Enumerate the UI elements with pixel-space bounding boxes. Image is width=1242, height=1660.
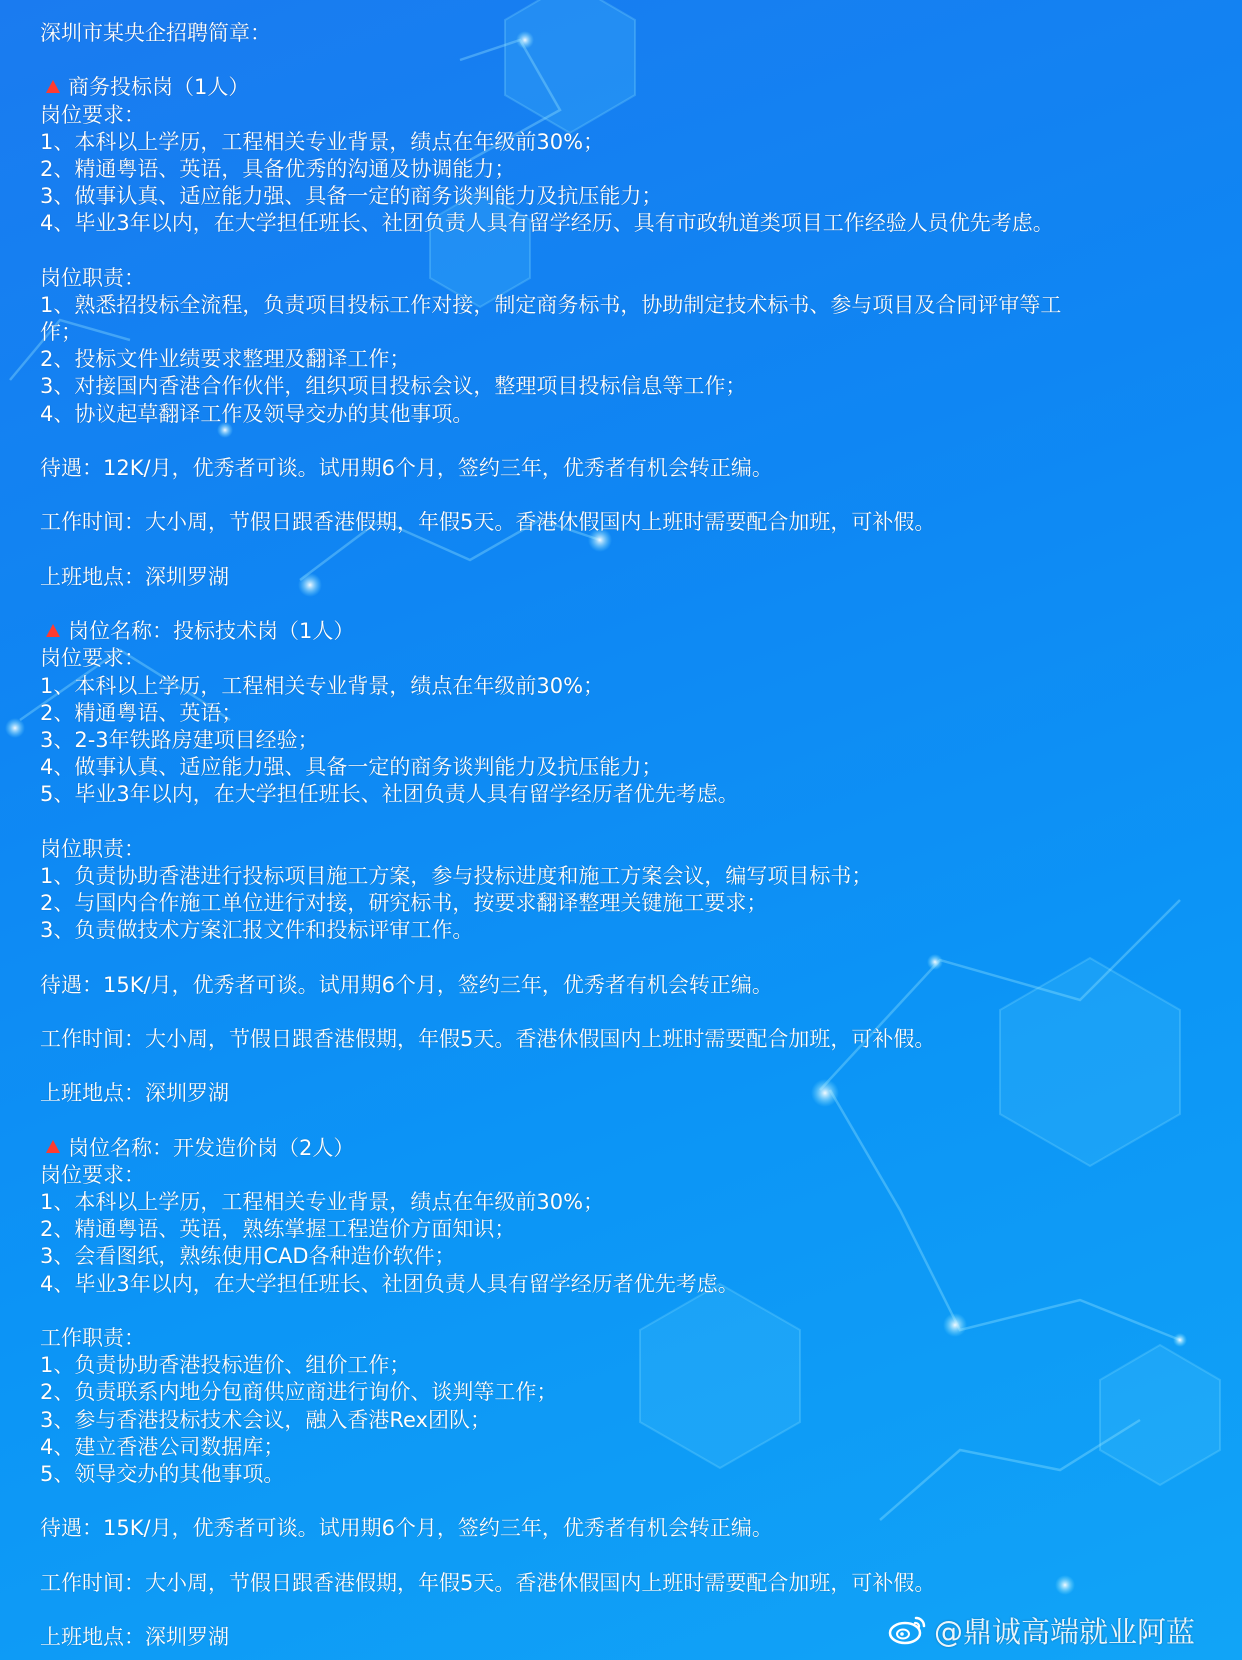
location-text: 上班地点：深圳罗湖 [40, 1625, 229, 1650]
list-item: 3、参与香港投标技术会议，融入香港Rex团队； [40, 1407, 491, 1432]
duties-label: 岗位职责： [40, 265, 145, 290]
hours-text: 工作时间：大小周，节假日跟香港假期，年假5天。香港休假国内上班时需要配合加班，可补假。 [40, 1570, 936, 1595]
list-item: 2、精通粤语、英语，具备优秀的沟通及协调能力； [40, 156, 516, 181]
weibo-watermark [888, 1612, 1195, 1648]
list-item: 2、负责联系内地分包商供应商进行询价、谈判等工作； [40, 1380, 558, 1405]
job-section [40, 618, 1230, 1135]
page-title: 深圳市某央企招聘简章： [40, 21, 271, 45]
location-text: 上班地点：深圳罗湖 [40, 564, 229, 589]
list-item: 5、毕业3年以内，在大学担任班长、社团负责人具有留学经历者优先考虑。 [40, 782, 739, 807]
duties-label: 岗位职责： [40, 836, 145, 861]
duties-label: 工作职责： [40, 1326, 145, 1350]
list-item: 3、做事认真、适应能力强、具备一定的商务谈判能力及抗压能力； [40, 184, 663, 209]
salary-text: 待遇：15K/月，优秀者可谈。试用期6个月，签约三年，优秀者有机会转正编。 [40, 1516, 773, 1541]
requirements-label: 岗位要求： [40, 102, 145, 127]
list-item: 作； [40, 320, 82, 345]
weibo-icon [888, 1614, 928, 1646]
job-heading: 岗位名称：开发造价岗（2人） [40, 1135, 1230, 1162]
requirements-label: 岗位要求： [40, 646, 145, 671]
hours-text: 工作时间：大小周，节假日跟香港假期，年假5天。香港休假国内上班时需要配合加班，可补假。 [40, 1026, 936, 1051]
list-item: 2、精通粤语、英语； [40, 700, 243, 725]
job-heading: 商务投标岗（1人） [40, 74, 1230, 101]
list-item: 1、负责协助香港投标造价、组价工作； [40, 1353, 411, 1378]
list-item: 1、负责协助香港进行投标项目施工方案，参与投标进度和施工方案会议，编写项目标书； [40, 863, 873, 888]
list-item: 4、毕业3年以内，在大学担任班长、社团负责人具有留学经历者优先考虑。 [40, 1271, 739, 1296]
list-item: 3、会看图纸，熟练使用CAD各种造价软件； [40, 1244, 456, 1269]
job-section [40, 74, 1230, 618]
red-triangle-icon [46, 624, 60, 637]
list-item: 1、本科以上学历，工程相关专业背景，绩点在年级前30%； [40, 673, 605, 698]
red-triangle-icon [46, 80, 60, 93]
job-heading: 岗位名称：投标技术岗（1人） [40, 618, 1230, 645]
watermark-text: @鼎诚高端就业阿蓝 [934, 1614, 1196, 1649]
list-item: 1、熟悉招投标全流程，负责项目投标工作对接，制定商务标书，协助制定技术标书、参与项目及合同评审等工 [40, 292, 1062, 317]
list-item: 4、做事认真、适应能力强、具备一定的商务谈判能力及抗压能力； [40, 755, 663, 780]
list-item: 1、本科以上学历，工程相关专业背景，绩点在年级前30%； [40, 129, 605, 154]
poster-text [40, 20, 1230, 1651]
requirements-label: 岗位要求： [40, 1162, 145, 1187]
job-section [40, 1135, 1230, 1652]
list-item: 2、与国内合作施工单位进行对接，研究标书，按要求翻译整理关键施工要求； [40, 891, 768, 915]
list-item: 4、建立香港公司数据库； [40, 1434, 285, 1459]
list-item: 2、投标文件业绩要求整理及翻译工作； [40, 347, 411, 372]
list-item: 3、负责做技术方案汇报文件和投标评审工作。 [40, 918, 474, 943]
list-item: 2、精通粤语、英语，熟练掌握工程造价方面知识； [40, 1217, 516, 1242]
list-item: 3、对接国内香港合作伙伴，组织项目投标会议，整理项目投标信息等工作； [40, 374, 747, 399]
salary-text: 待遇：15K/月，优秀者可谈。试用期6个月，签约三年，优秀者有机会转正编。 [40, 972, 773, 997]
list-item: 1、本科以上学历，工程相关专业背景，绩点在年级前30%； [40, 1190, 605, 1215]
hours-text: 工作时间：大小周，节假日跟香港假期，年假5天。香港休假国内上班时需要配合加班，可补假。 [40, 510, 936, 535]
list-item: 4、协议起草翻译工作及领导交办的其他事项。 [40, 401, 474, 426]
list-item: 5、领导交办的其他事项。 [40, 1461, 285, 1486]
list-item: 3、2-3年铁路房建项目经验； [40, 727, 319, 752]
location-text: 上班地点：深圳罗湖 [40, 1081, 229, 1106]
salary-text: 待遇：12K/月，优秀者可谈。试用期6个月，签约三年，优秀者有机会转正编。 [40, 456, 773, 480]
red-triangle-icon [46, 1140, 60, 1153]
list-item: 4、毕业3年以内，在大学担任班长、社团负责人具有留学经历、具有市政轨道类项目工作经验人员优先考虑。 [40, 211, 1054, 236]
